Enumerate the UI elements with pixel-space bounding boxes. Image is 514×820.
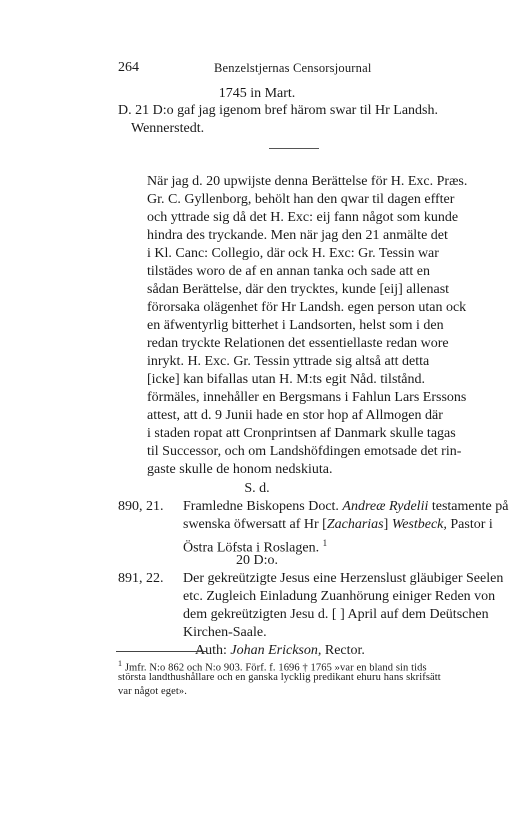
paragraph-line: en äfwentyrlig bitterhet i Landsorten, helst som i den [147, 318, 444, 333]
continuation-line: til Successor, och om Landshöfdingen emotsade det rin- [147, 444, 462, 459]
author-name: Andreæ Rydelii [342, 499, 429, 514]
continuation-line: i staden ropat att Cronprintsen af Danmark skulle tagas [147, 426, 456, 441]
paragraph-line: När jag d. 20 upwijste denna Berättelse för H. Exc. Præs. [147, 174, 468, 189]
page-number: 264 [118, 60, 139, 75]
heading-20: 20 D:o. [236, 553, 278, 568]
translator-first-name: Zacharias [326, 517, 384, 532]
section-divider [269, 148, 319, 149]
entry-891-line: Kirchen-Saale. [183, 625, 267, 640]
running-title: Benzelstjernas Censorsjournal [214, 61, 372, 75]
text: Auth: [195, 643, 231, 658]
paragraph-line: tilstädes woro de af en annan tanka och sade att en [147, 264, 431, 279]
continuation-line: gaste skulle de honom nedskiuta. [147, 462, 333, 477]
paragraph-line: [icke] kan bifallas utan H. M:ts egit Nåd. tilstånd. [147, 372, 425, 387]
footnote-rule [116, 651, 206, 652]
text: Jmfr. N:o 862 och N:o 903. Förf. f. 1696 † 1765 »var en bland sin tids [124, 662, 427, 674]
paragraph-line: Gr. C. Gyllenborg, behölt han den qwar til dagen effter [147, 192, 455, 207]
entry-21-line: D. 21 D:o gaf jag igenom bref härom swar til Hr Landsh. [118, 103, 438, 118]
paragraph-line: sådan Berättelse, där den trycktes, kunde [eij] allenast [147, 282, 450, 297]
paragraph-line: redan tryckte Relationen det essentiellaste redan wore [147, 336, 449, 351]
continuation-line: förmäles, innehåller en Bergsmans i Fahlun Lars Erssons [147, 390, 467, 405]
paragraph-line: inrykt. H. Exc. Gr. Tessin yttrade sig altså att detta [147, 354, 430, 369]
translator-surname: Westbeck, [391, 517, 447, 532]
entry-891-line: Der gekreützigte Jesus eine Herzenslust gläubiger Seelen [183, 571, 504, 586]
text: ] [383, 517, 392, 532]
entry-891-line: dem gekreützigten Jesu d. [ ] April auf dem Deütschen [183, 607, 489, 622]
footnote-line: största landthushållare och en ganska lycklig predikant ehuru hans skrifsätt [118, 672, 441, 683]
text: Rector. [321, 643, 365, 658]
paragraph-line: förorsaka olägenhet för Hr Landsh. egen person utan ock [147, 300, 467, 315]
date-heading: 1745 in Mart. [218, 86, 296, 101]
paragraph-line: i Kl. Canc: Collegio, där ock H. Exc: Gr. Tessin war [147, 246, 439, 261]
text: swenska öfwersatt af Hr [ [183, 517, 327, 532]
paragraph-line: hindra des tryckande. Men när jag den 21 anmälte det [147, 228, 448, 243]
text: Pastor i [446, 517, 493, 532]
sd-heading: S. d. [244, 481, 270, 496]
entry-number: 891, 22. [118, 571, 164, 586]
footnote-marker: 1 [118, 659, 123, 668]
text: Östra Löfsta i Roslagen. [183, 540, 320, 556]
text: Framledne Biskopens Doct. [183, 499, 343, 514]
entry-891-line: etc. Zugleich Einladung Zuanhörung einiger Reden von [183, 589, 496, 604]
entry-21-line: Wennerstedt. [131, 121, 205, 136]
footnote-line: var något eget». [118, 686, 187, 697]
entry-number: 890, 21. [118, 499, 164, 514]
continuation-line: attest, att d. 9 Junii hade en stor hop af Allmogen där [147, 408, 443, 423]
footnote-reference: 1 [322, 538, 328, 548]
paragraph-line: och yttrade sig då det H. Exc: eij fann något som kunde [147, 210, 459, 225]
entry-890-line [183, 517, 493, 533]
entry-890-line [183, 499, 508, 515]
author-name: Johan Erickson, [230, 643, 322, 658]
text: testamente på [428, 499, 509, 514]
